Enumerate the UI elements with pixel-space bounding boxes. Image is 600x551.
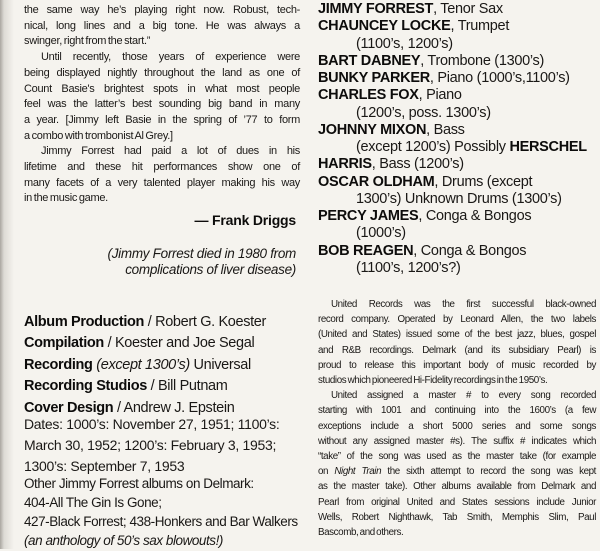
text-segment: BART DABNEY (318, 52, 421, 69)
credit-line (24, 355, 302, 376)
united-notes-line (318, 358, 596, 373)
text-segment: as the master take). Other albums available from Delmark and (318, 481, 596, 493)
text-segment: BUNKY PARKER (318, 70, 430, 86)
united-notes-line (318, 449, 596, 464)
biography-line (24, 50, 300, 66)
text-segment: (Jimmy Forrest died in 1980 from (107, 246, 296, 261)
text-segment: Dates: 1000’s: November 27, 1951; 1100’s: (24, 416, 280, 432)
text-segment: United assigned a master # to every song recorded (331, 390, 596, 402)
text-segment: , Conga & Bongos (418, 208, 532, 224)
text-segment: (an anthology of 50’s sax blowouts!) (24, 532, 223, 548)
personnel-line (318, 105, 598, 122)
biography-line (24, 129, 300, 145)
text-segment: , Bass (1200’s) (371, 156, 464, 173)
text-segment: HARRIS (318, 156, 372, 173)
united-notes-line (318, 297, 596, 312)
united-notes-line (318, 510, 596, 525)
biography-line (24, 34, 300, 50)
biography-line (24, 160, 300, 176)
text-segment: Night Train (334, 466, 382, 478)
personnel-line (318, 1, 598, 18)
biography-line (24, 97, 300, 113)
personnel-line (318, 156, 598, 173)
text-segment: (1200’s, poss. 1300’s) (356, 104, 491, 121)
text-segment: , Drums (except (434, 173, 533, 190)
credit-line (24, 333, 302, 354)
text-segment: 1300’s) Unknown Drums (1300’s) (356, 190, 562, 207)
text-segment: being displayed nightly throughout the land as one of (24, 66, 300, 79)
text-segment: , Trumpet (450, 18, 510, 35)
other-albums-line (24, 532, 306, 551)
personnel-line (318, 122, 598, 139)
text-segment: many facets of a very talented player making his way (24, 176, 300, 189)
personnel-line (318, 18, 598, 35)
text-segment: without any assigned master #s). The suffix # indicates which (318, 435, 596, 447)
other-albums-line (24, 475, 306, 494)
page-edge-shadow (0, 0, 14, 549)
text-segment: complications of liver disease) (125, 262, 296, 277)
session-dates-line (24, 456, 302, 477)
text-segment: 427-Black Forrest; 438-Honkers and Bar Walkers (24, 513, 298, 529)
other-albums-line (24, 494, 306, 513)
text-segment: Until recently, those years of experience were (41, 51, 300, 64)
united-notes-line (318, 373, 596, 388)
text-segment: HERSCHEL (509, 139, 587, 155)
united-notes-line (318, 464, 596, 479)
personnel-line (318, 87, 598, 104)
personnel-line (318, 139, 598, 156)
personnel-line (318, 260, 598, 277)
text-segment: Cover Design (24, 399, 114, 416)
death-note-line (24, 262, 296, 278)
text-segment: CHAUNCEY LOCKE (318, 18, 451, 35)
united-notes-line (318, 479, 596, 494)
text-segment: / Koester and Joe Segal (103, 335, 255, 352)
text-segment: CHARLES FOX (318, 87, 419, 104)
text-segment: Jimmy Forrest had paid a lot of dues in his (41, 145, 300, 158)
text-segment: 404-All The Gin Is Gone; (24, 494, 162, 510)
death-note-line (24, 246, 296, 262)
text-segment: March 30, 1952; 1200’s: February 3, 1953; (24, 436, 277, 453)
text-segment: studios which pioneered Hi-Fidelity recordings in the 1950’s. (318, 375, 548, 387)
other-albums (24, 475, 306, 551)
united-notes-line (318, 327, 596, 342)
personnel-line (318, 53, 598, 70)
text-segment: swinger, right from the start.” (24, 35, 151, 48)
text-segment: nical, long lines and a big tone. He was always a (24, 19, 300, 32)
biography-paragraphs (24, 3, 300, 207)
text-segment: on (318, 466, 335, 478)
text-segment: a year. [Jimmy left Basie in the spring of ’77 to form (24, 113, 300, 126)
united-notes-line (318, 403, 596, 418)
text-segment: feel was the latter’s best sounding big band in many (24, 98, 300, 111)
session-dates (24, 414, 302, 476)
biography-line (24, 66, 300, 82)
text-segment: Pearl from original United and States sessions include Junior (318, 496, 596, 508)
personnel-line (318, 70, 598, 87)
personnel-line (318, 243, 598, 260)
text-segment: , Trombone (1300’s) (420, 52, 545, 69)
text-segment: and R&B recordings. Delmark (and its subsidiary Pearl) is (318, 344, 596, 356)
text-segment: a combo with trombonist Al Grey.] (24, 129, 173, 142)
credit-line (24, 312, 302, 333)
text-segment: Album Production (24, 314, 145, 330)
personnel-line (318, 225, 598, 242)
text-segment: in the music game. (24, 192, 108, 205)
text-segment: , Piano (418, 87, 462, 104)
text-segment: Bascomb, and others. (318, 527, 404, 539)
united-notes-line (318, 525, 596, 540)
death-note (24, 246, 296, 278)
text-segment: , Tenor Sax (433, 1, 503, 17)
text-segment: the sixth attempt to record the song was kept (381, 466, 596, 478)
united-notes-line (318, 419, 596, 434)
text-segment: (except 1300’s) (96, 356, 190, 373)
united-notes-line (318, 343, 596, 358)
other-albums-line (24, 513, 306, 532)
text-segment: (United and States) issued some of the best jazz, blues, gospel (318, 329, 596, 341)
text-segment: , Conga & Bongos (413, 242, 527, 259)
text-segment: , Bass (426, 121, 465, 138)
text-segment: Recording (24, 356, 93, 373)
text-segment: proud to release this important body of music recorded by (318, 359, 596, 371)
personnel-line (318, 191, 598, 208)
text-segment: (1100’s, 1200’s?) (356, 259, 461, 276)
text-segment: (1100’s, 1200’s) (356, 35, 453, 52)
personnel-line (318, 174, 598, 191)
author-attribution: — Frank Driggs (194, 212, 296, 228)
text-segment: / Andrew J. Epstein (113, 399, 235, 416)
biography-line (24, 82, 300, 98)
united-notes-line (318, 312, 596, 327)
text-segment: record company. Operated by Leonard Allen, the two labels (318, 314, 596, 326)
biography-line (24, 3, 300, 19)
text-segment: Wells, Robert Nighthawk, Tab Smith, Memphis Slim, Paul (318, 511, 596, 523)
credits-block (24, 312, 302, 419)
personnel-line (318, 36, 598, 53)
united-notes-line (318, 434, 596, 449)
text-segment: (except 1200’s) Possibly (356, 139, 510, 155)
biography-line (24, 176, 300, 192)
personnel-line (318, 208, 598, 225)
text-segment: lifetime and these hit performances show one of (24, 161, 300, 174)
text-segment: Compilation (24, 335, 104, 352)
text-segment: OSCAR OLDHAM (318, 173, 435, 190)
text-segment: Other Jimmy Forrest albums on Delmark: (24, 476, 254, 491)
text-segment: JOHNNY MIXON (318, 121, 427, 138)
united-notes-line (318, 495, 596, 510)
biography-line (24, 144, 300, 160)
biography-line (24, 191, 300, 207)
credit-line (24, 376, 302, 397)
text-segment: starting with 1001 and continuing into the 1600’s (a few (318, 405, 596, 417)
text-segment: BOB REAGEN (318, 242, 414, 259)
session-dates-line (24, 435, 302, 456)
united-records-notes (318, 297, 596, 540)
text-segment: exceptions include a short 5000 series and some songs (318, 420, 596, 432)
text-segment: Recording Studios (24, 378, 147, 395)
united-notes-line (318, 388, 596, 403)
biography-line (24, 19, 300, 35)
text-segment: Universal (189, 356, 251, 373)
text-segment: JIMMY FORREST (318, 1, 434, 17)
text-segment: , Piano (1000’s,1100’s) (429, 70, 570, 86)
text-segment: PERCY JAMES (318, 208, 419, 224)
text-segment: Count Basie's brightest spots in what most people (24, 82, 300, 95)
text-segment: 1300’s: September 7, 1953 (24, 457, 185, 474)
text-segment: / Robert G. Koester (144, 314, 267, 330)
text-segment: / Bill Putnam (146, 378, 228, 395)
text-segment: “take” of the song was used as the master take (for example (318, 451, 596, 463)
biography-line (24, 113, 300, 129)
session-dates-line (24, 414, 302, 435)
text-segment: the same way he’s playing right now. Robust, tech- (24, 4, 300, 16)
text-segment: (1000’s) (356, 225, 406, 242)
text-segment: United Records was the first successful black-owned (331, 299, 596, 310)
personnel-list (318, 1, 598, 277)
